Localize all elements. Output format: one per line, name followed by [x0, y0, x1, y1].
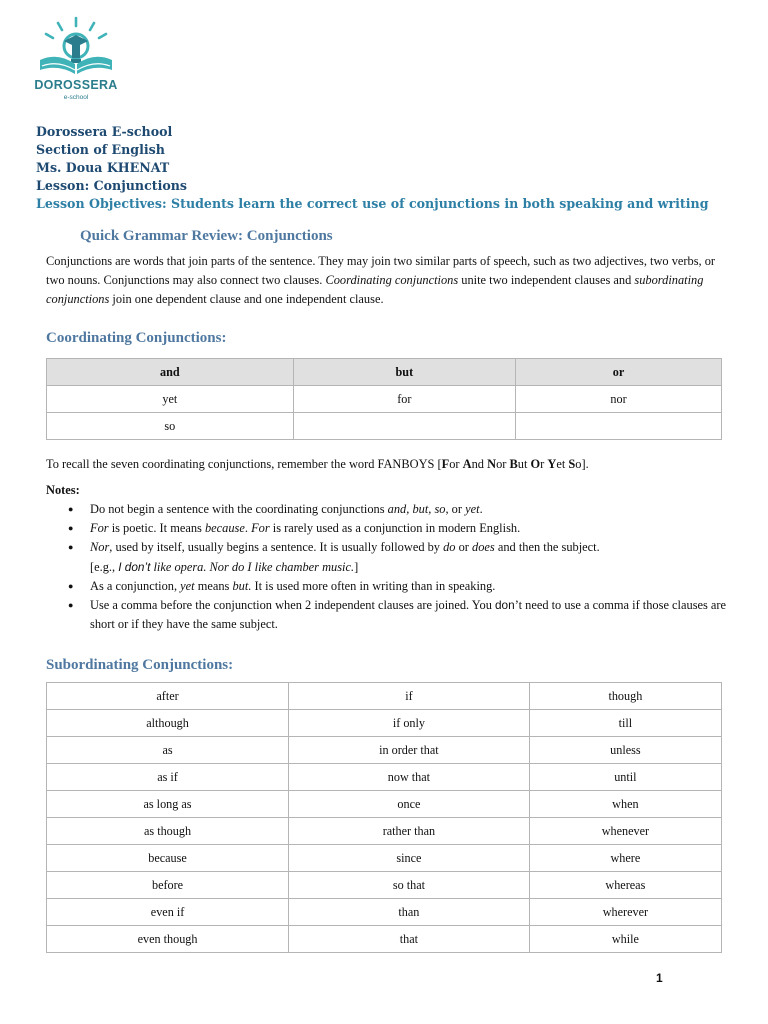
table-row: [47, 386, 722, 413]
notes-label: Notes:: [46, 483, 80, 497]
table-cell: as: [47, 737, 289, 764]
table-row: [47, 926, 722, 953]
notes-list: [68, 500, 750, 634]
table-cell: though: [529, 683, 721, 710]
table-row: [47, 845, 722, 872]
table-cell: nor: [516, 386, 722, 413]
intro-paragraph: Conjunctions are words that join parts of the sentence. They may join two similar parts of speech, such as two adjectives, two verbs, or two nouns. Conjunctions may also connect two clauses. Coordinating conjunctions unite two independent clauses and subordinating conjunctions join one dependent clause and one independent clause.: [46, 254, 716, 307]
table-row: [47, 737, 722, 764]
table-cell: once: [289, 791, 530, 818]
teacher-name: Ms. Doua KHENAT: [36, 160, 170, 175]
subordinating-title: Subordinating Conjunctions:: [46, 657, 234, 673]
table-row: [47, 899, 722, 926]
table-cell: if only: [289, 710, 530, 737]
table-cell: while: [529, 926, 721, 953]
section-name: Section of English: [36, 142, 165, 157]
table-cell: rather than: [289, 818, 530, 845]
table-cell: than: [289, 899, 530, 926]
table-cell: because: [47, 845, 289, 872]
table-row: [47, 791, 722, 818]
list-item: ● For is poetic. It means because. For is rarely used as a conjunction in modern English.: [90, 519, 750, 538]
table-cell: so: [47, 413, 294, 440]
table-cell: wherever: [529, 899, 721, 926]
document-header: [36, 123, 709, 213]
fanboys-mnemonic: To recall the seven coordinating conjunctions, remember the word FANBOYS [For And Nor But Or Yet So].: [46, 457, 589, 471]
table-cell: as though: [47, 818, 289, 845]
table-cell: in order that: [289, 737, 530, 764]
list-item: ● Nor, used by itself, usually begins a sentence. It is usually followed by do or does and then the subject. [e.g., I don’t like opera. Nor do I like chamber music.]: [90, 538, 750, 576]
table-row: [47, 872, 722, 899]
table-row: [47, 413, 722, 440]
lesson-objectives: Lesson Objectives: Students learn the correct use of conjunctions in both speaking and writing: [36, 196, 709, 211]
table-cell: [293, 413, 515, 440]
table-row: [47, 764, 722, 791]
table-cell: when: [529, 791, 721, 818]
book-lightbulb-icon: [26, 14, 126, 80]
table-cell: till: [529, 710, 721, 737]
table-cell: since: [289, 845, 530, 872]
list-item: ● Use a comma before the conjunction when 2 independent clauses are joined. You don’t need to use a comma if those clauses are short or if they have the same subject.: [90, 596, 750, 634]
table-row: [47, 818, 722, 845]
subordinating-table: [46, 682, 722, 953]
table-cell: that: [289, 926, 530, 953]
table-cell: where: [529, 845, 721, 872]
table-cell: as long as: [47, 791, 289, 818]
list-item: ● As a conjunction, yet means but. It is used more often in writing than in speaking.: [90, 577, 750, 596]
table-cell: now that: [289, 764, 530, 791]
table-cell: after: [47, 683, 289, 710]
table-cell: unless: [529, 737, 721, 764]
table-cell: as if: [47, 764, 289, 791]
table-cell: whereas: [529, 872, 721, 899]
review-title: Quick Grammar Review: Conjunctions: [80, 228, 333, 244]
table-cell: although: [47, 710, 289, 737]
table-cell: yet: [47, 386, 294, 413]
table-cell: before: [47, 872, 289, 899]
table-cell: until: [529, 764, 721, 791]
table-cell: whenever: [529, 818, 721, 845]
table-cell: even if: [47, 899, 289, 926]
table-cell: [516, 413, 722, 440]
list-item: ● Do not begin a sentence with the coordinating conjunctions and, but, so, or yet.: [90, 500, 750, 519]
table-row: [47, 710, 722, 737]
table-cell: if: [289, 683, 530, 710]
table-cell: so that: [289, 872, 530, 899]
table-row: [47, 683, 722, 710]
coordinating-title: Coordinating Conjunctions:: [46, 330, 227, 346]
coordinating-table: [46, 358, 722, 440]
logo-subtitle: e-school: [63, 94, 89, 101]
school-name: Dorossera E-school: [36, 124, 173, 139]
page-number: 1: [656, 971, 663, 985]
lesson-title: Lesson: Conjunctions: [36, 178, 188, 193]
dorossera-logo: [26, 14, 126, 106]
table-cell: for: [293, 386, 515, 413]
logo-name: DOROSSERA: [34, 78, 118, 92]
table-header-row: [47, 359, 722, 386]
table-cell: even though: [47, 926, 289, 953]
header-cell: and: [47, 359, 294, 386]
header-cell: or: [516, 359, 722, 386]
header-cell: but: [293, 359, 515, 386]
